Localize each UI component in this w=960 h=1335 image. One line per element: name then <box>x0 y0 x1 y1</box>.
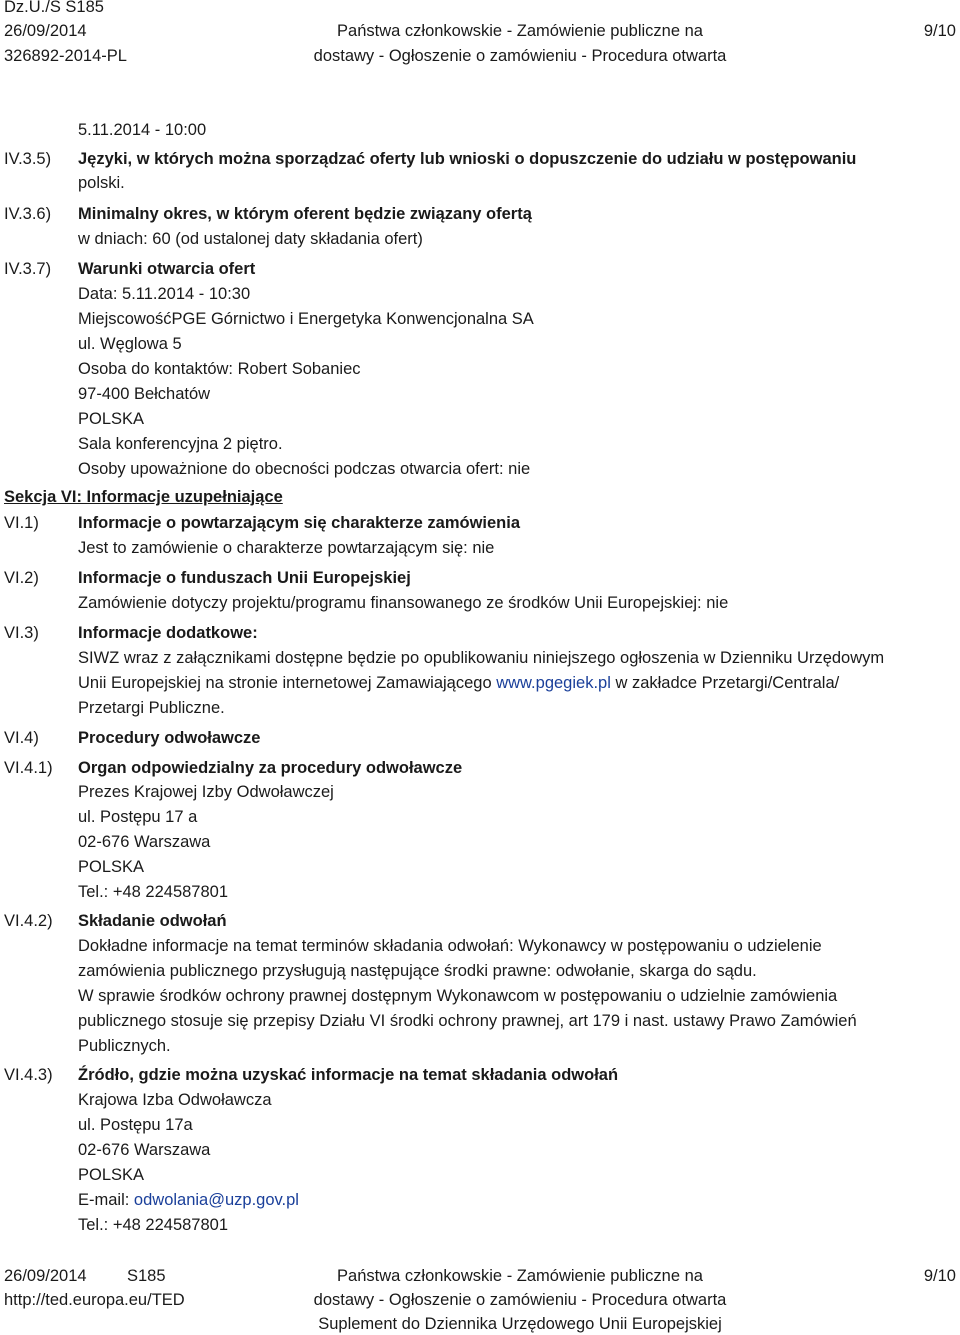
detail-line: Prezes Krajowej Izby Odwoławczej <box>78 783 334 801</box>
section-number: VI.4.1) <box>4 759 53 777</box>
header-page-number: 9/10 <box>923 22 956 40</box>
section-title: Warunki otwarcia ofert <box>78 260 256 278</box>
footer-url: http://ted.europa.eu/TED <box>4 1291 185 1309</box>
section-number: VI.4.2) <box>4 912 53 930</box>
detail-line: zamówienia publicznego przysługują następujące środki prawne: odwołanie, skarga do sądu. <box>78 962 757 980</box>
section-number: VI.4.3) <box>4 1066 53 1084</box>
section-title: Informacje o powtarzającym się charakterze zamówienia <box>78 514 521 532</box>
section-title: Informacje o funduszach Unii Europejskiej <box>78 569 411 587</box>
footer-series: S185 <box>127 1267 166 1285</box>
detail-line: ul. Postępu 17 a <box>78 808 198 826</box>
section-title: Informacje dodatkowe: <box>78 624 258 642</box>
detail-line: ul. Węglowa 5 <box>78 335 182 353</box>
detail-line: Tel.: +48 224587801 <box>78 1216 229 1234</box>
detail-line: Krajowa Izba Odwoławcza <box>78 1091 272 1109</box>
detail-line: 02-676 Warszawa <box>78 1141 211 1159</box>
section-number: VI.2) <box>4 569 39 587</box>
footer-title-line3: Suplement do Dziennika Urzędowego Unii Europejskiej <box>318 1315 722 1333</box>
detail-line: POLSKA <box>78 1166 145 1184</box>
section-value: Zamówienie dotyczy projektu/programu finansowanego ze środków Unii Europejskiej: nie <box>78 594 729 612</box>
section-title: Procedury odwoławcze <box>78 729 261 747</box>
detail-line: ul. Postępu 17a <box>78 1116 193 1134</box>
email-label: E-mail: <box>78 1191 134 1209</box>
section-title: Źródło, gdzie można uzyskać informacje na temat składania odwołań <box>78 1066 619 1084</box>
detail-line: Przetargi Publiczne. <box>78 699 225 717</box>
header-date: 26/09/2014 <box>4 22 87 40</box>
detail-line: POLSKA <box>78 410 145 428</box>
detail-line: MiejscowośćPGE Górnictwo i Energetyka Konwencjonalna SA <box>78 310 534 328</box>
notice-number: 326892-2014-PL <box>4 47 127 65</box>
detail-text: w zakładce Przetargi/Centrala/ <box>610 674 840 692</box>
submission-date: 5.11.2014 - 10:00 <box>78 121 207 139</box>
detail-line: publicznego stosuje się przepisy Działu VI środki ochrony prawnej, art 179 i nast. ustawy Prawo Zamówień <box>78 1012 857 1030</box>
email-link[interactable]: odwolania@uzp.gov.pl <box>133 1191 299 1209</box>
section-number: VI.4) <box>4 729 39 747</box>
detail-line: 97-400 Bełchatów <box>78 385 211 403</box>
section-title: Minimalny okres, w którym oferent będzie związany ofertą <box>78 205 532 223</box>
detail-line: SIWZ wraz z załącznikami dostępne będzie po opublikowaniu niniejszego ogłoszenia w Dzienniku Urzędowym <box>78 649 885 667</box>
detail-line: Dokładne informacje na temat terminów składania odwołań: Wykonawcy w postępowaniu o udzielenie <box>78 937 822 955</box>
section-number: IV.3.7) <box>4 260 52 278</box>
footer-date: 26/09/2014 <box>4 1267 87 1285</box>
section-number: IV.3.5) <box>4 150 52 168</box>
detail-line: 02-676 Warszawa <box>78 833 211 851</box>
footer-title-line2: dostawy - Ogłoszenie o zamówieniu - Procedura otwarta <box>313 1291 727 1309</box>
detail-line: Osoba do kontaktów: Robert Sobaniec <box>78 360 361 378</box>
detail-text: Unii Europejskiej na stronie internetowej Zamawiającego <box>78 674 497 692</box>
header-title-line2: dostawy - Ogłoszenie o zamówieniu - Procedura otwarta <box>313 47 727 65</box>
journal-ref: Dz.U./S S185 <box>4 0 104 16</box>
section-value: Jest to zamówienie o charakterze powtarzającym się: nie <box>78 539 495 557</box>
section-number: VI.1) <box>4 514 39 532</box>
section-value: polski. <box>78 174 125 192</box>
section-number: VI.3) <box>4 624 39 642</box>
detail-line: Publicznych. <box>78 1037 171 1055</box>
detail-line: POLSKA <box>78 858 145 876</box>
contracting-authority-link[interactable]: www.pgegiek.pl <box>496 674 611 692</box>
section-title: Języki, w których można sporządzać oferty lub wnioski o dopuszczenie do udziału w postępowaniu <box>78 150 857 168</box>
section-title: Organ odpowiedzialny za procedury odwoławcze <box>78 759 463 777</box>
section-title: Składanie odwołań <box>78 912 227 930</box>
detail-line: Data: 5.11.2014 - 10:30 <box>78 285 251 303</box>
section-heading: Sekcja VI: Informacje uzupełniające <box>4 488 283 506</box>
section-value: w dniach: 60 (od ustalonej daty składania ofert) <box>78 230 423 248</box>
detail-line <box>78 1191 299 1210</box>
footer-title-line1: Państwa członkowskie - Zamówienie publiczne na <box>337 1267 703 1285</box>
detail-line: Osoby upoważnione do obecności podczas otwarcia ofert: nie <box>78 460 531 478</box>
detail-line: Sala konferencyjna 2 piętro. <box>78 435 283 453</box>
detail-line: Tel.: +48 224587801 <box>78 883 229 901</box>
footer-page-number: 9/10 <box>923 1267 956 1285</box>
section-number: IV.3.6) <box>4 205 52 223</box>
detail-line: W sprawie środków ochrony prawnej dostępnym Wykonawcom w postępowaniu o udzielnie zamówienia <box>78 987 838 1005</box>
detail-line <box>78 674 839 693</box>
header-title-line1: Państwa członkowskie - Zamówienie publiczne na <box>337 22 703 40</box>
